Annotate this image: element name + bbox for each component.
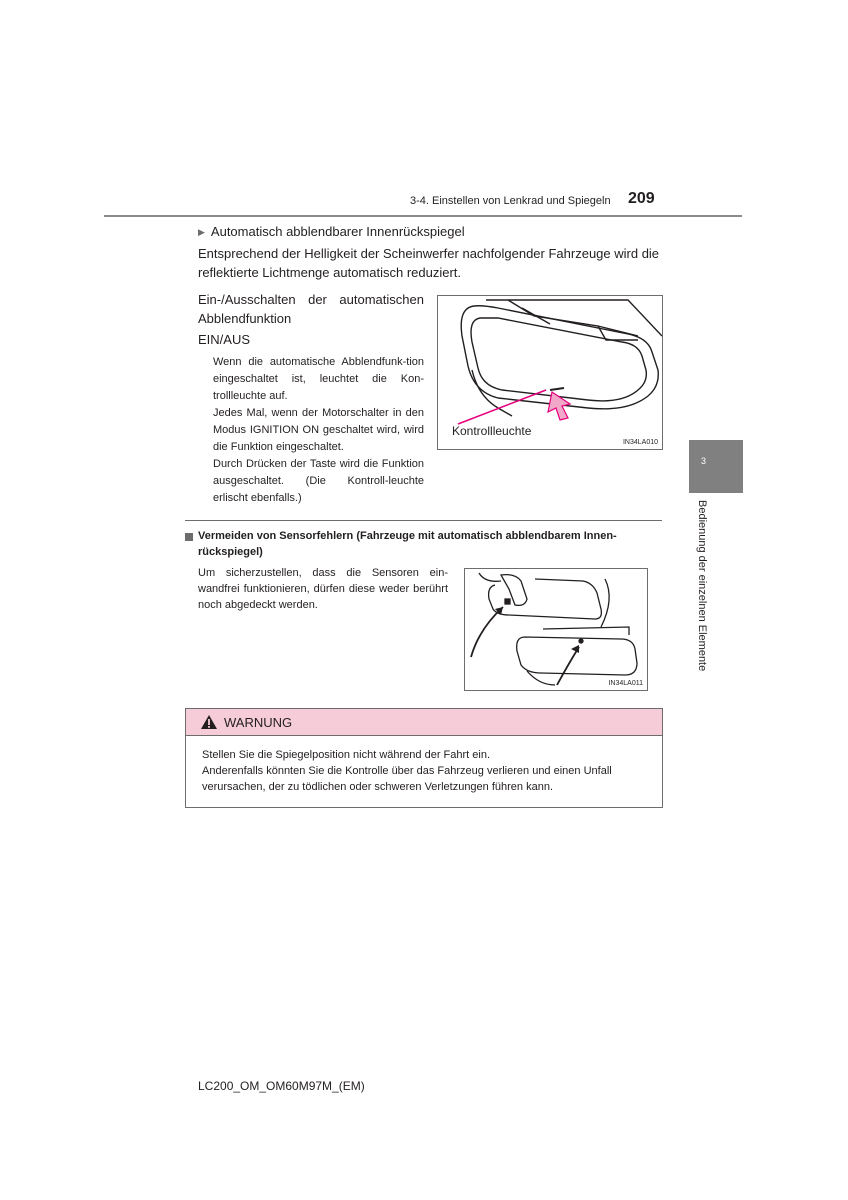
chapter-title: Bedienung der einzelnen Elemente — [696, 500, 708, 672]
page-number: 209 — [628, 190, 655, 207]
function-title-word: automatischen — [339, 292, 424, 307]
chapter-tab — [689, 440, 743, 493]
subheading-text: Automatisch abblendbarer Innenrückspiegel — [210, 224, 465, 239]
on-off-label: EIN/AUS — [198, 332, 251, 347]
sensor-section-title: Vermeiden von Sensorfehlern (Fahrzeuge mit automatisch abblendbarem Innen-rückspiegel) — [198, 530, 617, 558]
intro-paragraph: Entsprechend der Helligkeit der Scheinwerfer nachfolgender Fahrzeuge wird die reflektierte Lichtmenge automatisch reduziert. — [198, 246, 660, 280]
subheading — [198, 224, 465, 239]
warning-line: Anderenfalls könnten Sie die Kontrolle über das Fahrzeug verlieren und einen Unfall verursachen, der zu tödlichen oder schweren Verletzungen führen kann. — [202, 765, 612, 793]
warning-line: Stellen Sie die Spiegelposition nicht während der Fahrt ein. — [202, 749, 491, 761]
header-divider — [104, 215, 742, 217]
mirror-sensors-illustration — [465, 569, 647, 690]
desc-paragraph: Wenn die automatische Abblendfunk-tion eingeschaltet ist, leuchtet die Kon-trollleuchte auf. — [213, 356, 424, 402]
figure-mirror-sensors — [464, 568, 648, 691]
function-title — [198, 290, 424, 328]
warning-box — [185, 708, 663, 808]
sensor-paragraph: Um sicherzustellen, dass die Sensoren ein-wandfrei funktionieren, dürfen diese weder berührt noch abgedeckt werden. — [198, 567, 448, 611]
desc-paragraph: Jedes Mal, wenn der Motorschalter in den Modus IGNITION ON geschaltet wird, wird die Funktion eingeschaltet. — [213, 407, 424, 453]
indicator-callout-label: Kontrollleuchte — [452, 424, 532, 438]
chapter-number: 3 — [701, 456, 707, 466]
section-divider — [185, 520, 662, 521]
figure-code: IN34LA011 — [608, 680, 643, 687]
warning-text — [202, 747, 658, 795]
warning-header — [186, 709, 662, 736]
warning-triangle-icon — [200, 714, 218, 730]
running-header-section: 3-4. Einstellen von Lenkrad und Spiegeln — [410, 195, 611, 207]
square-bullet-icon — [185, 533, 193, 541]
function-title-line2: Abblendfunktion — [198, 311, 292, 326]
function-description — [213, 354, 424, 507]
warning-label: WARNUNG — [224, 715, 293, 730]
figure-mirror-indicator — [437, 295, 663, 450]
triangle-bullet-icon: ▶ — [198, 227, 205, 237]
figure-code: IN34LA010 — [622, 439, 658, 446]
desc-paragraph: Durch Drücken der Taste wird die Funktion ausgeschaltet. (Die Kontroll-leuchte erlischt ebenfalls.) — [213, 458, 424, 504]
function-title-word: der — [308, 292, 327, 307]
function-title-word: Ein-/Ausschalten — [198, 292, 296, 307]
footer-code: LC200_OM_OM60M97M_(EM) — [198, 1079, 365, 1093]
